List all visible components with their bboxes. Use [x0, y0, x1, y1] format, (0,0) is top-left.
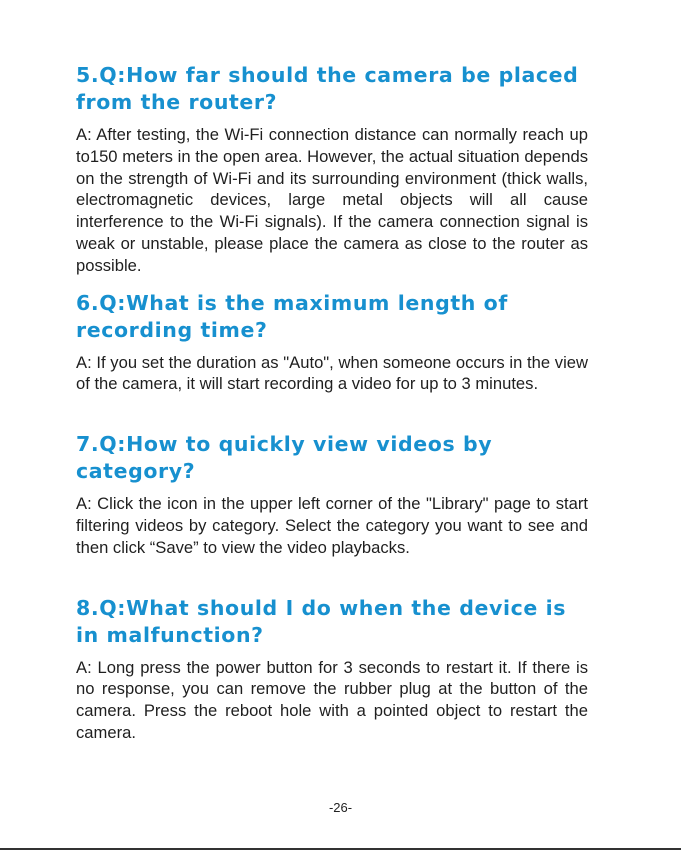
bottom-rule: [0, 848, 681, 850]
page-number: -26-: [328, 800, 353, 815]
faq-answer: A: After testing, the Wi-Fi connection distance can normally reach up to150 meters in the open area. However, the actual situation depends on the strength of Wi-Fi and its surrounding environment (thick walls, electromagnetic devices, large metal objects will all cause interference to the Wi-Fi signals). If the camera connection signal is weak or unstable, please place the camera as close to the router as possible.: [76, 125, 588, 275]
faq-question: 7.Q:How to quickly view videos by category?: [76, 432, 493, 484]
faq-item-8: [76, 595, 588, 744]
faq-answer: A: Click the icon in the upper left corner of the "Library" page to start filtering videos by category. Select the category you want to see and then click “Save” to view the video playbacks.: [76, 494, 588, 557]
faq-section: [76, 62, 588, 744]
faq-question: 6.Q:What is the maximum length of recording time?: [76, 290, 508, 342]
faq-item-5: [76, 62, 588, 277]
faq-answer: A: If you set the duration as "Auto", when someone occurs in the view of the camera, it will start recording a video for up to 3 minutes.: [76, 352, 588, 394]
faq-question: 5.Q:How far should the camera be placed from the router?: [76, 63, 579, 114]
faq-question: 8.Q:What should I do when the device is in malfunction?: [76, 595, 567, 647]
faq-item-6: [76, 290, 588, 396]
faq-item-7: [76, 431, 588, 558]
faq-answer: A: Long press the power button for 3 seconds to restart it. If there is no response, you can remove the rubber plug at the button of the camera. Press the reboot hole with a pointed object to restart the camera.: [76, 657, 588, 742]
